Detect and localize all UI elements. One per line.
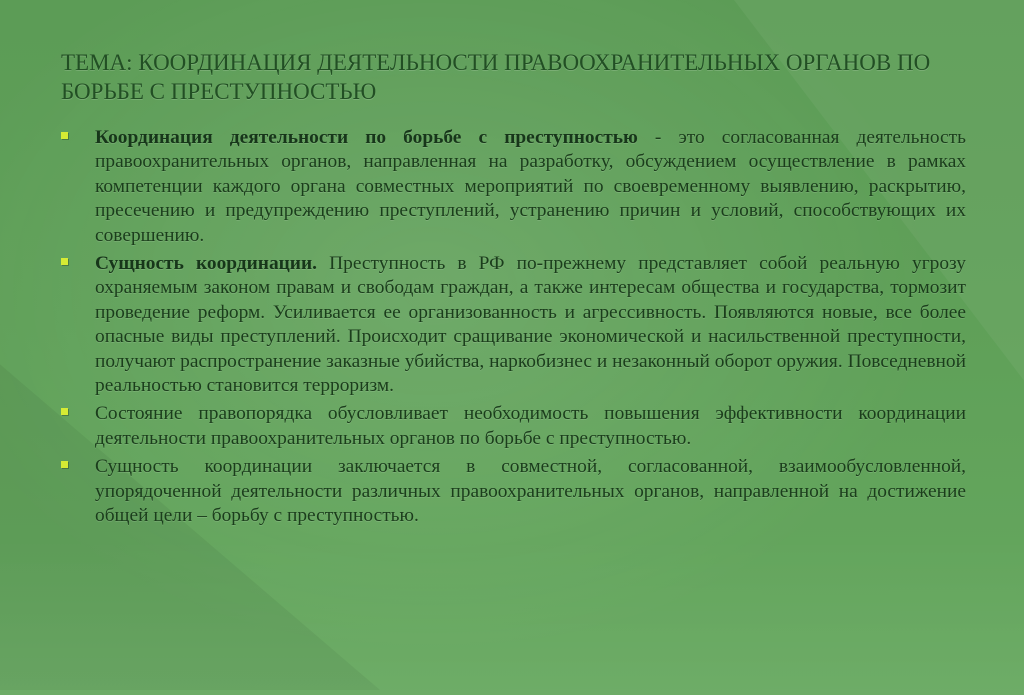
bullet-text (95, 402, 966, 451)
list-item (60, 402, 966, 451)
square-bullet-icon (61, 258, 68, 265)
bullet-body: - это согласованная деятельность правоохранительных органов, направленная на разработку, обсуждением осуществление в рамках компетенции каждого органа совместных мероприятий по своевременному выявлению, раскрытию, пресечению и предупреждению преступлений, устранению причин и условий, способствующих их совершению. (95, 127, 966, 246)
bullet-list (60, 126, 966, 533)
bullet-text (95, 252, 966, 398)
background-decoration (0, 535, 1024, 695)
square-bullet-icon (61, 132, 68, 139)
square-bullet-icon (61, 408, 68, 415)
bullet-body: Сущность координации заключается в совместной, согласованной, взаимообусловленной, упорядоченной деятельности различных правоохранительных органов, направленной на достижение общей цели – борьбу с преступностью. (95, 456, 966, 527)
list-item (60, 455, 966, 528)
bullet-text (95, 126, 966, 248)
bullet-lead: Координация деятельности по борьбе с преступностью (95, 127, 638, 148)
bullet-body: Состояние правопорядка обусловливает необходимость повышения эффективности координации деятельности правоохранительных органов по борьбе с преступностью. (95, 403, 966, 449)
list-item (60, 126, 966, 248)
slide-title: ТЕМА: КООРДИНАЦИЯ ДЕЯТЕЛЬНОСТИ ПРАВООХРАНИТЕЛЬНЫХ ОРГАНОВ ПО БОРЬБЕ С ПРЕСТУПНОСТЬЮ (61, 50, 931, 104)
square-bullet-icon (61, 461, 68, 468)
list-item (60, 252, 966, 398)
bullet-lead: Сущность координации. (95, 253, 318, 275)
bullet-text (95, 455, 966, 528)
bullet-body: Преступность в РФ по-прежнему представляет собой реальную угрозу охраняемым законом правам и свободам граждан, а также интересам общества и государства, тормозит проведение реформ. Усиливается ее организованность и агрессивность. Появляются новые, все более опасные виды преступлений. Происходит сращивание экономической и насильственной преступности, получают распространение заказные убийства, наркобизнес и незаконный оборот оружия. Повседневной реальностью становится терроризм. (95, 253, 966, 397)
